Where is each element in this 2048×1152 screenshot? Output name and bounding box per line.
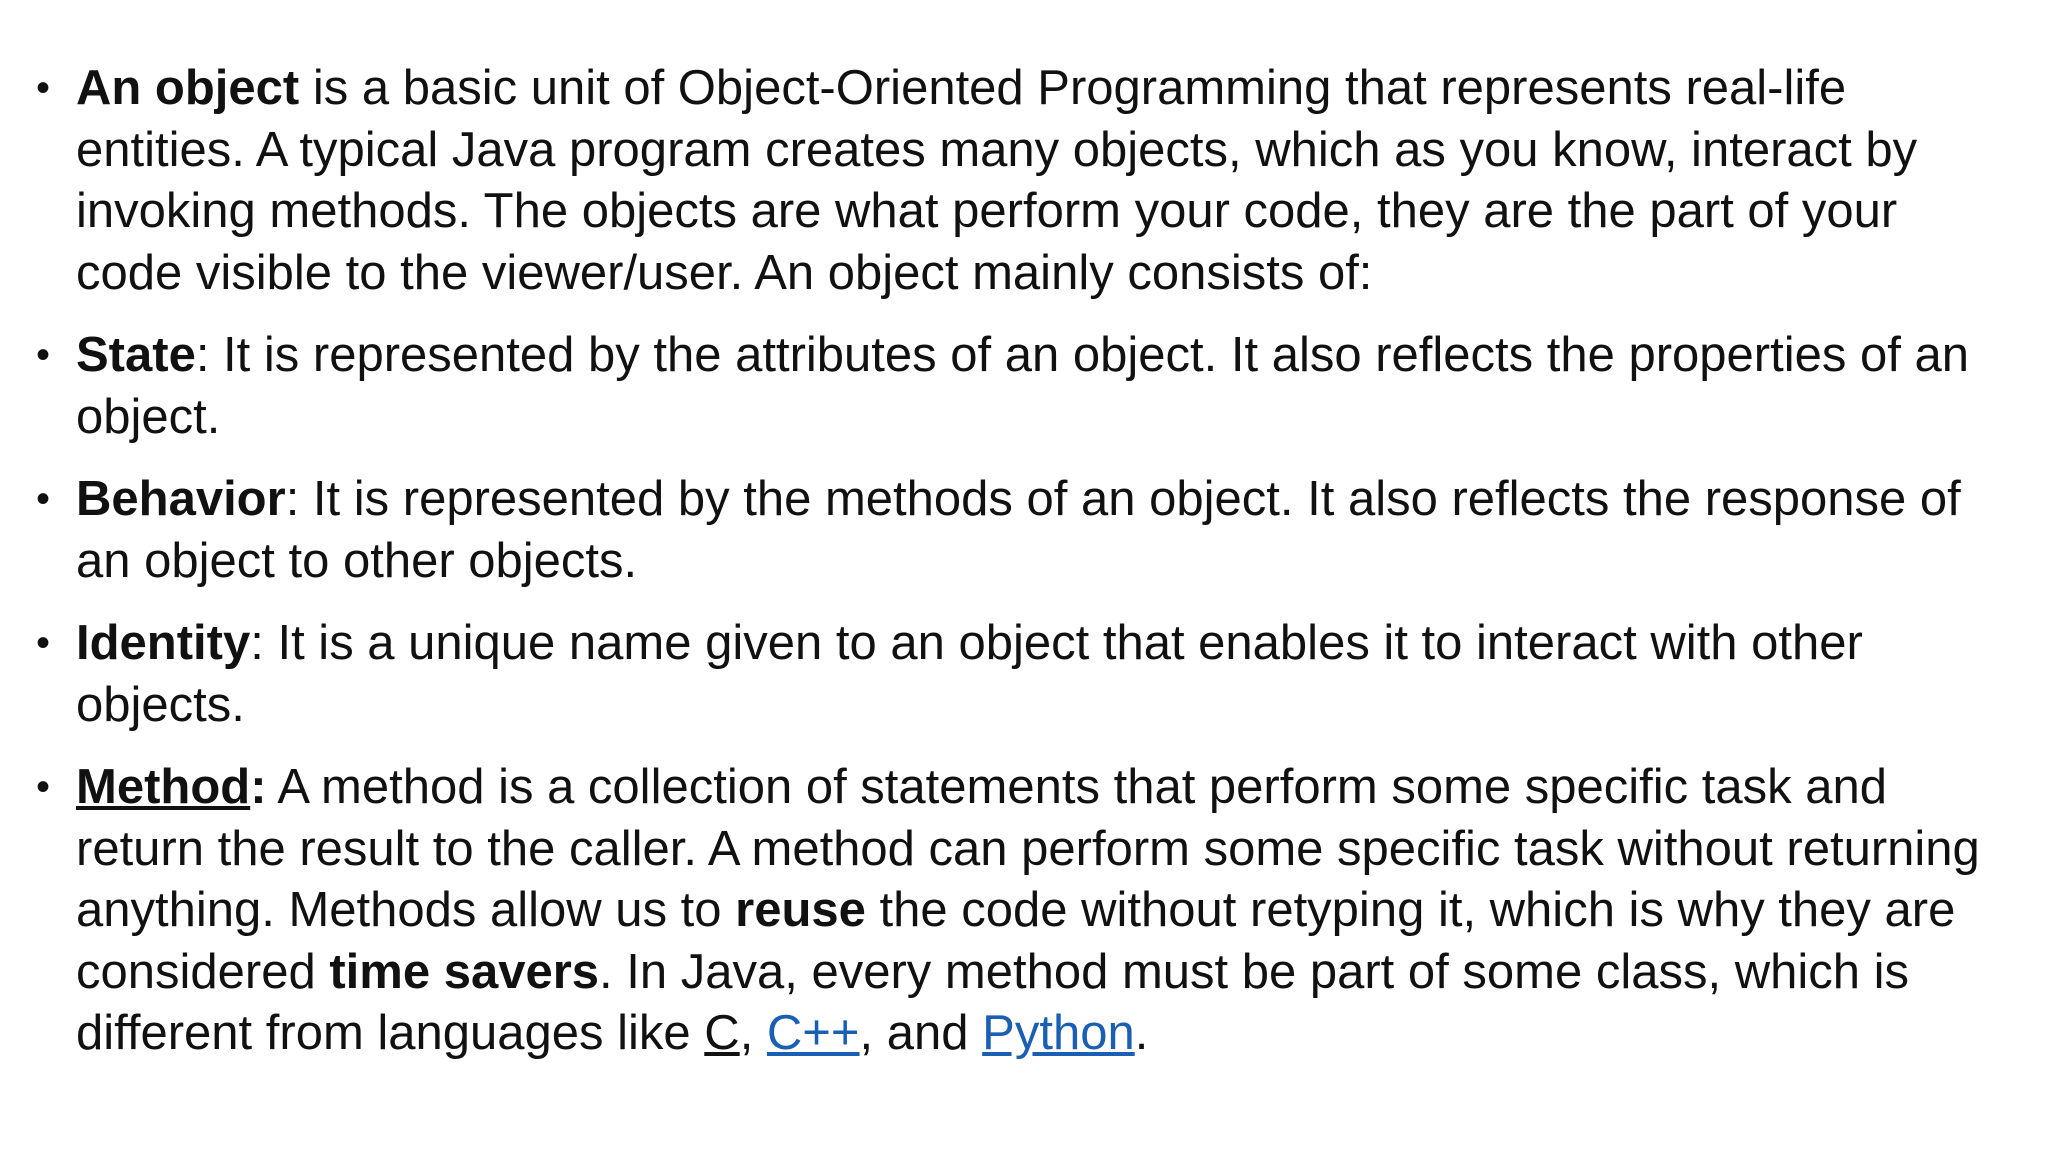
object-text: is a basic unit of Object-Oriented Programming that represents real-life entities. A typical Java program creates many objects, which as you know, interact by invoking methods. The objects are what perform your code, they are the part of your code visible to the viewer/user. An object mainly consists of:	[76, 61, 1918, 300]
behavior-text: : It is represented by the methods of an object. It also reflects the response of an object to other objects.	[76, 472, 1961, 588]
method-time-savers: time savers	[329, 944, 600, 999]
bullet-dot-icon: •	[36, 621, 51, 665]
bullet-dot-icon: •	[36, 66, 51, 110]
bullet-behavior	[36, 469, 1996, 592]
behavior-term: Behavior	[76, 472, 286, 526]
method-text-2: the code without retyping it, which is why they are considered	[76, 883, 1956, 999]
bullet-dot-icon: •	[36, 765, 51, 809]
method-text-1: A method is a collection of statements that perform some specific task and return the result to the caller. A method can perform some specific task without returning anything. Methods allow us to	[76, 760, 1980, 937]
bullet-method	[36, 757, 1996, 1065]
method-text-3: . In Java, every method must be part of some class, which is different from languages like	[76, 944, 1909, 1060]
state-text: : It is represented by the attributes of an object. It also reflects the properties of an object.	[76, 328, 1969, 444]
link-python[interactable]: Python	[982, 1006, 1135, 1060]
bullet-dot-icon: •	[36, 333, 51, 377]
bullet-list	[36, 58, 1996, 1086]
bullet-object	[36, 58, 1996, 304]
method-end: .	[1134, 1006, 1149, 1060]
identity-term: Identity	[76, 616, 251, 670]
bullet-state	[36, 325, 1996, 448]
method-reuse: reuse	[735, 883, 866, 937]
bullet-dot-icon: •	[36, 477, 51, 521]
state-term: State	[76, 328, 196, 382]
identity-text: : It is a unique name given to an object that enables it to interact with other objects.	[76, 616, 1863, 732]
method-sep-1: ,	[739, 1006, 767, 1060]
method-colon: :	[250, 760, 267, 814]
method-sep-2: , and	[859, 1006, 983, 1060]
link-c[interactable]: C	[704, 1006, 740, 1060]
method-term: Method	[76, 760, 251, 814]
link-cpp[interactable]: C++	[766, 1006, 860, 1060]
object-term: An object	[76, 61, 300, 115]
bullet-identity	[36, 613, 1996, 736]
